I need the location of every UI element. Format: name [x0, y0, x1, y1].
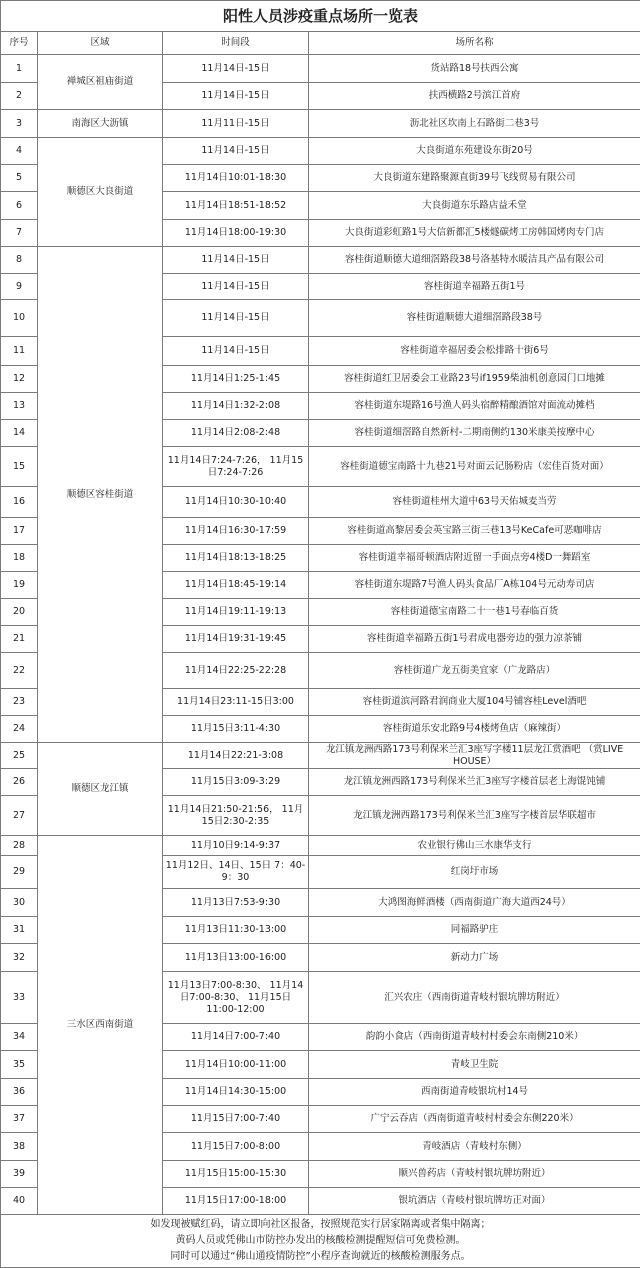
row-place: 顺兴兽药店（青岐村银坑牌坊附近）	[309, 1161, 640, 1188]
footer-line-2: 黄码人员或凭佛山市防控办发出的核酸检测提醒短信可免费检测。	[175, 1235, 466, 1246]
row-place: 大良街道东建路聚源直街39号飞线贸易有限公司	[309, 165, 640, 192]
row-seq: 38	[1, 1133, 38, 1161]
row-time: 11月11日-15日	[163, 110, 309, 138]
area-cell: 禅城区祖庙街道	[38, 55, 163, 110]
row-seq: 10	[1, 300, 38, 337]
row-time: 11月14日2:08-2:48	[163, 420, 309, 447]
row-place: 容桂街道广龙五街美宜家（广龙路店）	[309, 653, 640, 689]
table-title: 阳性人员涉疫重点场所一览表	[1, 1, 640, 32]
row-place: 容桂街道德宝南路十九巷21号对面云记肠粉店（宏佳百货对面）	[309, 447, 640, 487]
header-seq: 序号	[1, 32, 38, 55]
row-time: 11月14日19:31-19:45	[163, 626, 309, 653]
row-seq: 36	[1, 1079, 38, 1106]
table-row	[1, 743, 640, 769]
row-time: 11月15日15:00-15:30	[163, 1161, 309, 1188]
row-seq: 11	[1, 337, 38, 366]
row-seq: 21	[1, 626, 38, 653]
row-place: 容桂街道顺德大道细滘路段38号洛基特水暖洁具产品有限公司	[309, 247, 640, 274]
row-seq: 30	[1, 889, 38, 917]
area-cell: 三水区西南街道	[38, 836, 163, 1215]
row-seq: 7	[1, 220, 38, 247]
row-time: 11月14日18:45-19:14	[163, 572, 309, 599]
row-seq: 23	[1, 689, 38, 716]
row-place: 容桂街道细滘路自然新村-二期南侧约130米康美按摩中心	[309, 420, 640, 447]
row-place: 大良街道东苑建设东街20号	[309, 138, 640, 165]
row-place: 龙江镇龙洲西路173号利保米兰汇3座写字楼首层老上海馄饨铺	[309, 769, 640, 796]
row-seq: 40	[1, 1188, 38, 1215]
row-seq: 25	[1, 743, 38, 769]
row-seq: 18	[1, 545, 38, 572]
table-row	[1, 55, 640, 83]
area-cell: 南海区大沥镇	[38, 110, 163, 138]
footer-row	[1, 1215, 640, 1268]
row-time: 11月14日-15日	[163, 337, 309, 366]
row-seq: 2	[1, 83, 38, 110]
row-place: 西南街道青岐银坑村14号	[309, 1079, 640, 1106]
row-place: 容桂街道幸福哥顿酒店附近留一手面点旁4楼D一舞蹈室	[309, 545, 640, 572]
table-row	[1, 836, 640, 856]
row-place: 容桂街道桂州大道中63号天佑城麦当劳	[309, 487, 640, 518]
row-seq: 22	[1, 653, 38, 689]
row-time: 11月13日7:00-8:30、 11月14日7:00-8:30、 11月15日11:00-12:00	[163, 972, 309, 1024]
row-time: 11月14日16:30-17:59	[163, 518, 309, 545]
row-time: 11月14日1:25-1:45	[163, 366, 309, 393]
row-place: 青岐酒店（青岐村东侧）	[309, 1133, 640, 1161]
row-seq: 15	[1, 447, 38, 487]
row-time: 11月15日3:09-3:29	[163, 769, 309, 796]
row-time: 11月14日18:00-19:30	[163, 220, 309, 247]
table-row	[1, 110, 640, 138]
row-place: 龙江镇龙洲西路173号利保米兰汇3座写字楼11层龙江赏酒吧 （赏LIVE HOUSE）	[309, 743, 640, 769]
row-place: 大鸿图海鲜酒楼（西南街道广海大道西24号）	[309, 889, 640, 917]
row-place: 容桂街道东堤路7号渔人码头食品厂A栋104号元动寿司店	[309, 572, 640, 599]
row-seq: 29	[1, 856, 38, 889]
row-seq: 6	[1, 192, 38, 220]
row-place: 新动力广场	[309, 944, 640, 972]
header-area: 区域	[38, 32, 163, 55]
row-place: 广宁云吞店（西南街道青岐村村委会东侧220米）	[309, 1106, 640, 1133]
row-place: 韵韵小食店（西南街道青岐村村委会东南侧210米）	[309, 1024, 640, 1051]
row-time: 11月14日-15日	[163, 300, 309, 337]
row-time: 11月14日-15日	[163, 247, 309, 274]
row-seq: 1	[1, 55, 38, 83]
row-place: 银坑酒店（青岐村银坑牌坊正对面）	[309, 1188, 640, 1215]
row-seq: 32	[1, 944, 38, 972]
row-place: 容桂街道乐安北路9号4楼烤鱼店（麻辣街）	[309, 716, 640, 743]
row-place: 汇兴农庄（西南街道青岐村银坑牌坊附近）	[309, 972, 640, 1024]
row-place: 农业银行佛山三水康华支行	[309, 836, 640, 856]
row-time: 11月14日19:11-19:13	[163, 599, 309, 626]
row-time: 11月14日10:30-10:40	[163, 487, 309, 518]
row-place: 容桂街道德宝南路二十一巷1号春临百货	[309, 599, 640, 626]
header-time: 时间段	[163, 32, 309, 55]
row-seq: 35	[1, 1051, 38, 1079]
area-cell: 顺德区大良街道	[38, 138, 163, 247]
row-time: 11月13日13:00-16:00	[163, 944, 309, 972]
row-place: 容桂街道高黎居委会英宝路三街三巷13号KeCafe可恶咖啡店	[309, 518, 640, 545]
row-time: 11月14日14:30-15:00	[163, 1079, 309, 1106]
row-place: 容桂街道红卫居委会工业路23号if1959柴油机创意园门口地摊	[309, 366, 640, 393]
footer-line-3: 同时可以通过“佛山通疫情防控”小程序查询就近的核酸检测服务点。	[170, 1251, 471, 1262]
row-time: 11月15日17:00-18:00	[163, 1188, 309, 1215]
row-seq: 31	[1, 917, 38, 944]
row-seq: 4	[1, 138, 38, 165]
area-cell: 顺德区容桂街道	[38, 247, 163, 743]
row-seq: 9	[1, 274, 38, 300]
row-seq: 33	[1, 972, 38, 1024]
row-place: 容桂街道幸福路五街1号	[309, 274, 640, 300]
row-place: 大良街道东乐路店益禾堂	[309, 192, 640, 220]
row-place: 容桂街道东堤路16号渔人码头宿醉精酿酒馆对面流动摊档	[309, 393, 640, 420]
row-place: 龙江镇龙洲西路173号利保米兰汇3座写字楼首层华联超市	[309, 796, 640, 836]
row-time: 11月14日23:11-15日3:00	[163, 689, 309, 716]
row-time: 11月10日9:14-9:37	[163, 836, 309, 856]
table-row	[1, 138, 640, 165]
row-time: 11月15日3:11-4:30	[163, 716, 309, 743]
row-seq: 27	[1, 796, 38, 836]
row-time: 11月14日-15日	[163, 83, 309, 110]
row-time: 11月14日10:01-18:30	[163, 165, 309, 192]
row-time: 11月14日1:32-2:08	[163, 393, 309, 420]
row-seq: 8	[1, 247, 38, 274]
row-place: 扶西横路2号滨江首府	[309, 83, 640, 110]
row-place: 大良街道彩虹路1号大信新都汇5楼燧碳烤工房韩国烤肉专门店	[309, 220, 640, 247]
footer-line-1: 如发现被赋红码，请立即向社区报备，按照规范实行居家隔离或者集中隔离；	[150, 1219, 491, 1230]
row-place: 沥北社区坎南上石路街二巷3号	[309, 110, 640, 138]
row-seq: 34	[1, 1024, 38, 1051]
row-seq: 5	[1, 165, 38, 192]
row-seq: 24	[1, 716, 38, 743]
row-seq: 26	[1, 769, 38, 796]
row-seq: 39	[1, 1161, 38, 1188]
row-seq: 28	[1, 836, 38, 856]
header-row	[1, 32, 640, 55]
row-place: 货站路18号扶西公寓	[309, 55, 640, 83]
header-place: 场所名称	[309, 32, 640, 55]
row-time: 11月14日-15日	[163, 138, 309, 165]
row-seq: 14	[1, 420, 38, 447]
row-time: 11月14日-15日	[163, 274, 309, 300]
row-seq: 37	[1, 1106, 38, 1133]
row-place: 青岐卫生院	[309, 1051, 640, 1079]
row-time: 11月13日11:30-13:00	[163, 917, 309, 944]
row-time: 11月14日18:13-18:25	[163, 545, 309, 572]
row-seq: 20	[1, 599, 38, 626]
row-seq: 13	[1, 393, 38, 420]
row-time: 11月14日22:25-22:28	[163, 653, 309, 689]
row-time: 11月14日7:24-7:26， 11月15日7:24-7:26	[163, 447, 309, 487]
area-cell: 顺德区龙江镇	[38, 743, 163, 836]
row-place: 容桂街道顺德大道细滘路段38号	[309, 300, 640, 337]
row-place: 容桂街道滨河路君润商业大厦104号铺容桂Level酒吧	[309, 689, 640, 716]
row-seq: 3	[1, 110, 38, 138]
row-time: 11月14日-15日	[163, 55, 309, 83]
row-seq: 16	[1, 487, 38, 518]
row-time: 11月12日、14日、15日 7：40-9：30	[163, 856, 309, 889]
row-time: 11月14日18:51-18:52	[163, 192, 309, 220]
row-time: 11月15日7:00-7:40	[163, 1106, 309, 1133]
row-time: 11月15日7:00-8:00	[163, 1133, 309, 1161]
row-seq: 17	[1, 518, 38, 545]
row-time: 11月14日21:50-21:56， 11月15日2:30-2:35	[163, 796, 309, 836]
footer-notice	[1, 1215, 640, 1268]
row-seq: 19	[1, 572, 38, 599]
row-time: 11月13日7:53-9:30	[163, 889, 309, 917]
row-place: 红岗圩市场	[309, 856, 640, 889]
row-seq: 12	[1, 366, 38, 393]
row-time: 11月14日22:21-3:08	[163, 743, 309, 769]
row-time: 11月14日10:00-11:00	[163, 1051, 309, 1079]
row-place: 容桂街道幸福路五街1号君成电器旁边的强力凉茶铺	[309, 626, 640, 653]
table-row	[1, 247, 640, 274]
row-time: 11月14日7:00-7:40	[163, 1024, 309, 1051]
row-place: 同福路驴庄	[309, 917, 640, 944]
row-place: 容桂街道幸福居委会松排路十街6号	[309, 337, 640, 366]
